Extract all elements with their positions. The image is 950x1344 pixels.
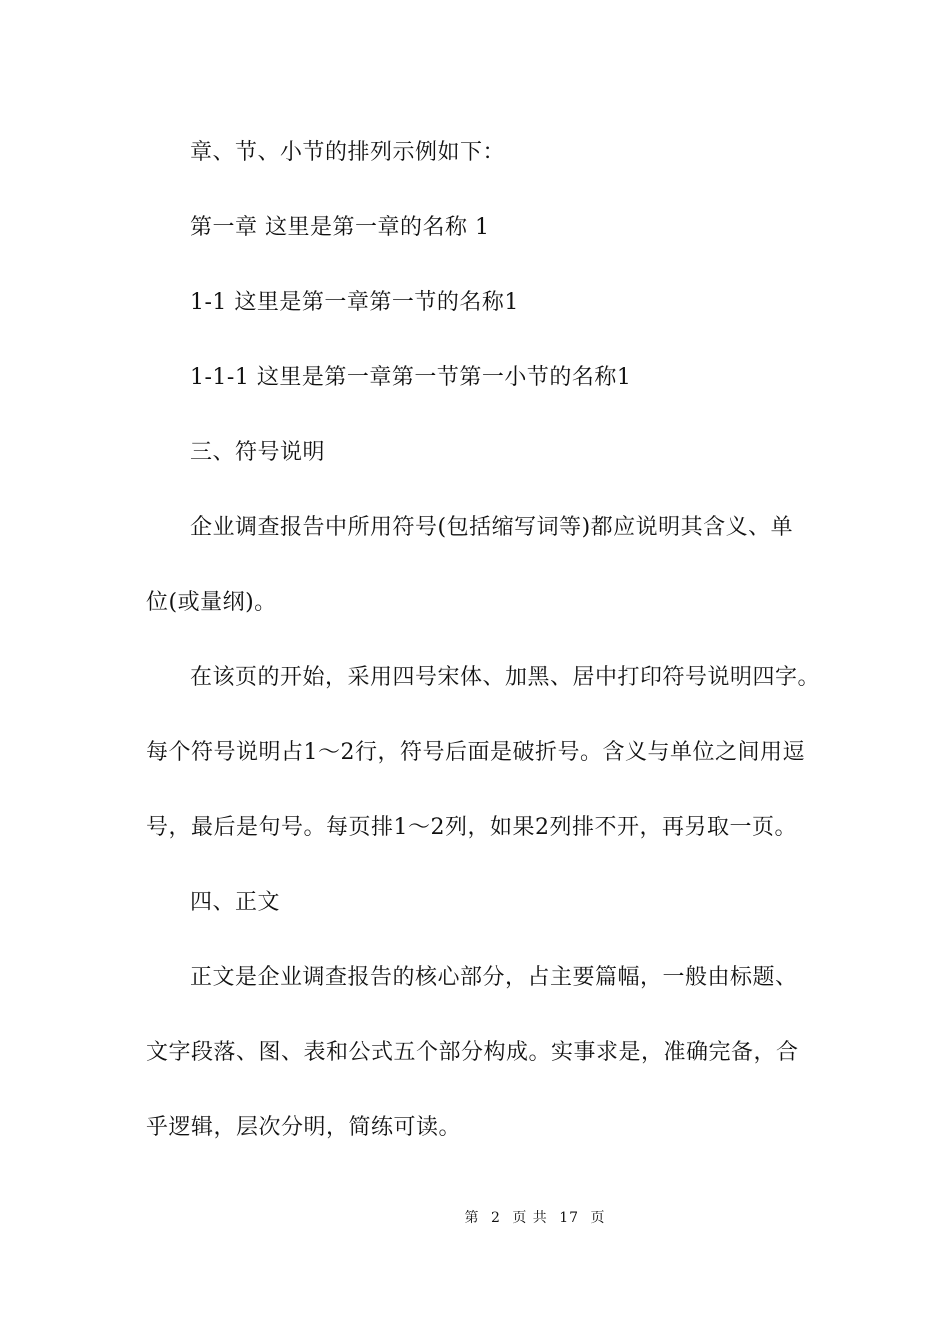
- footer-prefix: 第: [464, 1210, 480, 1226]
- paragraph-line: 正文是企业调查报告的核心部分，占主要篇幅，一般由标题、: [190, 965, 798, 990]
- page-total: 17: [559, 1210, 580, 1226]
- paragraph-line: 在该页的开始，采用四号宋体、加黑、居中打印符号说明四字。: [190, 665, 821, 690]
- footer-middle: 页 共: [512, 1210, 548, 1226]
- footer-suffix: 页: [590, 1210, 606, 1226]
- page-footer: [0, 1208, 950, 1228]
- page-number: 2: [490, 1210, 501, 1226]
- paragraph-line: 位(或量纲)。: [146, 590, 277, 615]
- section-example-line: 1-1 这里是第一章第一节的名称1: [190, 290, 519, 315]
- paragraph-line: 每个符号说明占1～2行，符号后面是破折号。含义与单位之间用逗: [146, 740, 805, 765]
- paragraph-line: 乎逻辑，层次分明，简练可读。: [146, 1115, 462, 1140]
- paragraph-line: 号，最后是句号。每页排1～2列，如果2列排不开，再另取一页。: [146, 815, 797, 840]
- paragraph-line: 企业调查报告中所用符号(包括缩写词等)都应说明其含义、单: [190, 515, 794, 540]
- chapter-example-line: 第一章 这里是第一章的名称 1: [190, 215, 490, 240]
- sample-intro-line: 章、节、小节的排列示例如下：: [190, 140, 506, 165]
- subsection-example-line: 1-1-1 这里是第一章第一节第一小节的名称1: [190, 365, 632, 390]
- heading-body: 四、正文: [190, 890, 281, 915]
- heading-symbols: 三、符号说明: [190, 440, 326, 465]
- paragraph-line: 文字段落、图、表和公式五个部分构成。实事求是，准确完备，合: [146, 1040, 799, 1065]
